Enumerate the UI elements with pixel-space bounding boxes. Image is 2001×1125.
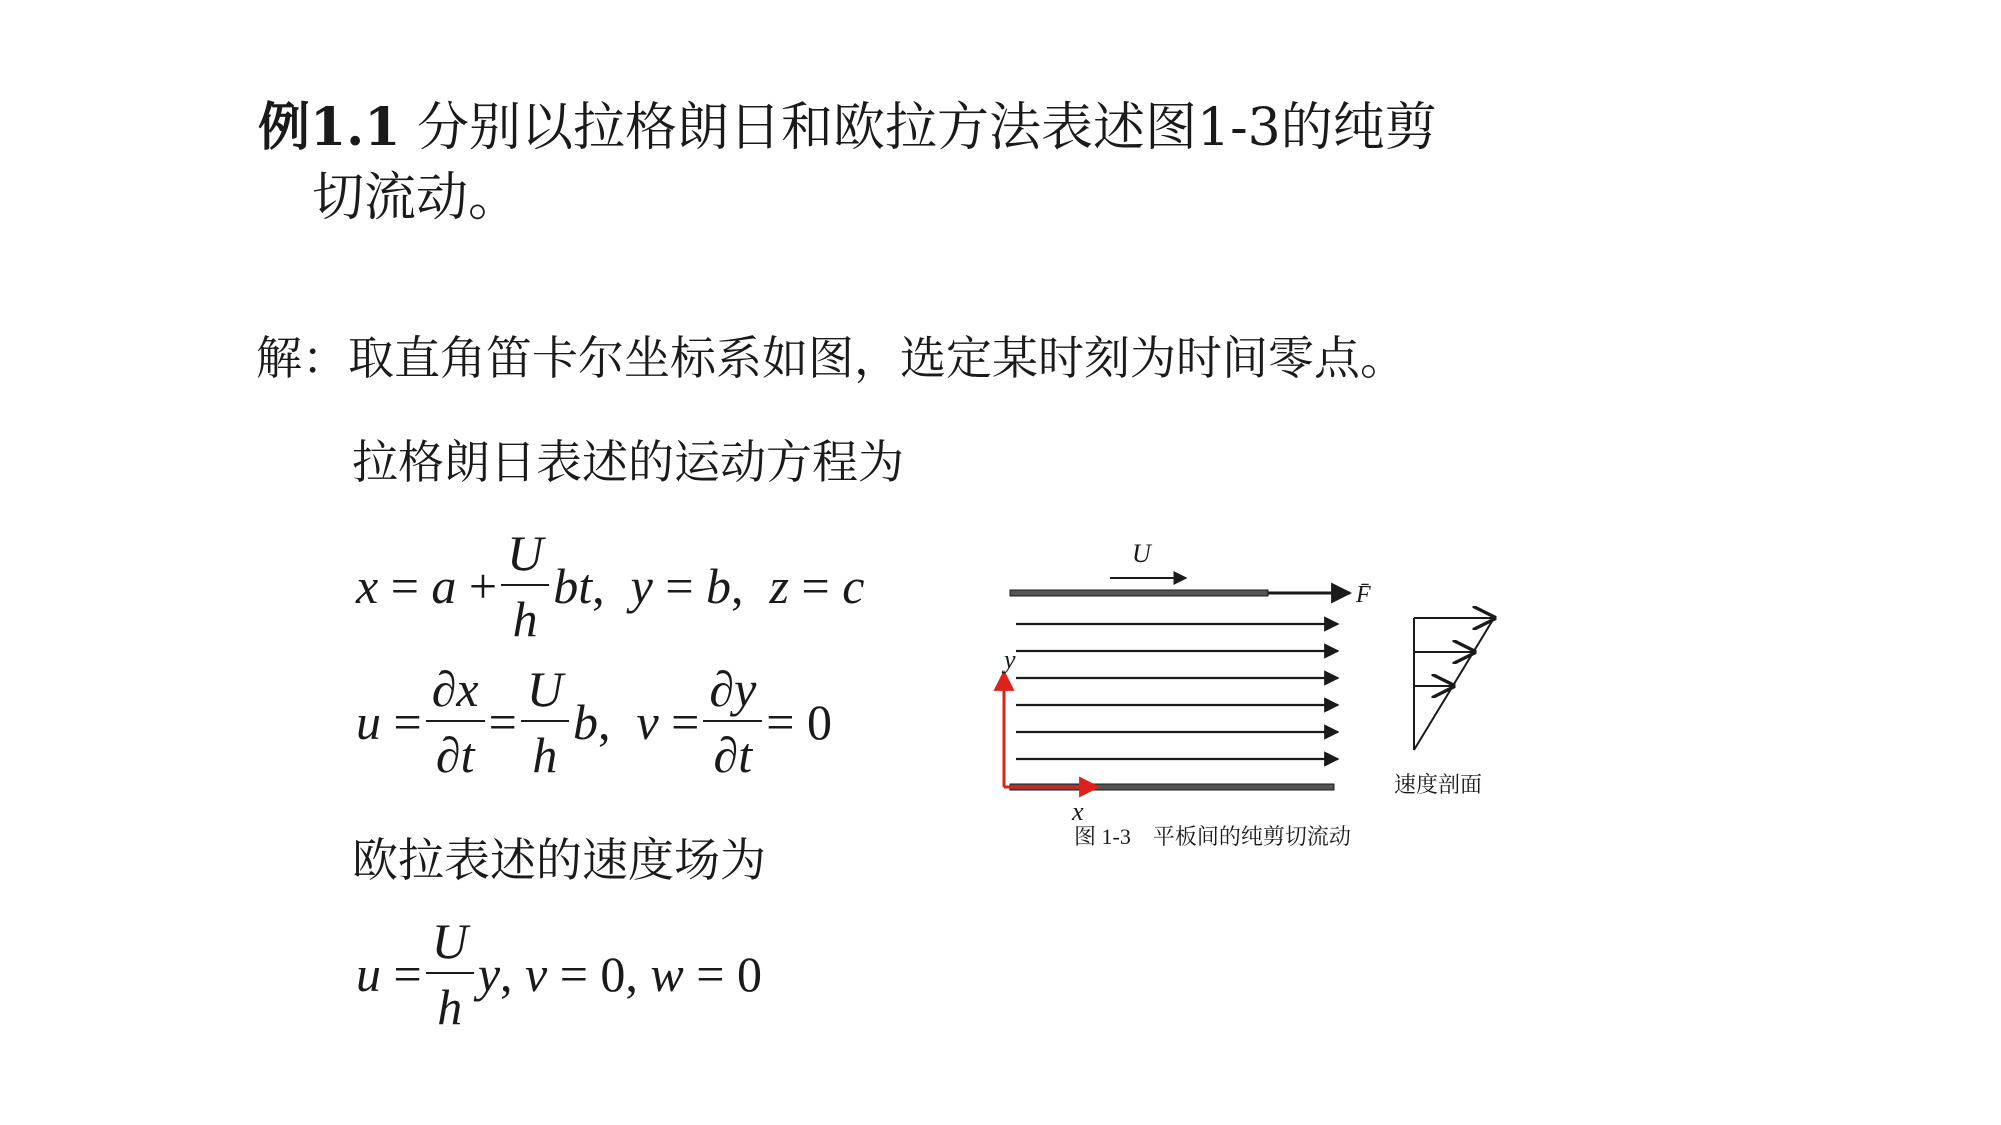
- velocity-profile-label: 速度剖面: [1394, 772, 1483, 797]
- fraction-u-over-h: $\frac{U}{h}$: [521, 664, 569, 780]
- fraction-dy-dt: $\frac{\partial y}{\partial t}$: [703, 664, 762, 780]
- lagrange-velocity-equation: u = $\frac{\partial x}{\partial t}$ = $\frac{U}{h}$ b , v = $\frac{\partial y}{\partial t}$ = 0: [356, 661, 832, 783]
- lagrange-position-equation: x = a + $\frac{U}{h}$ bt , y = b , z = c: [356, 525, 865, 647]
- shear-flow-figure: [990, 530, 1530, 850]
- example-title: [258, 96, 1437, 160]
- solution-text: 解：取直角笛卡尔坐标系如图，选定某时刻为时间零点。: [256, 331, 1406, 385]
- figure-label-f: F̄: [1356, 582, 1371, 608]
- figure-label-u: U: [1132, 539, 1151, 568]
- lagrange-heading: 拉格朗日表述的运动方程为: [352, 435, 904, 489]
- euler-heading: 欧拉表述的速度场为: [352, 833, 766, 887]
- example-title-line2: 切流动。: [312, 168, 521, 228]
- velocity-profile-diagram: [1414, 618, 1494, 750]
- figure-label-x: x: [1072, 797, 1084, 826]
- figure-caption: 图 1-3 平板间的纯剪切流动: [1074, 824, 1351, 849]
- top-plate: [1010, 590, 1268, 596]
- fraction-u-over-h: $\frac{U}{h}$: [501, 528, 549, 644]
- figure-label-y: y: [1004, 645, 1016, 674]
- example-label: 例1.1: [258, 97, 401, 158]
- fraction-dx-dt: $\frac{\partial x}{\partial t}$: [426, 664, 485, 780]
- example-title-line1: 分别以拉格朗日和欧拉方法表述图1-3的纯剪: [400, 98, 1437, 158]
- euler-velocity-equation: u = $\frac{U}{h}$ y , v = 0, w = 0: [356, 913, 762, 1035]
- fraction-u-over-h: $\frac{U}{h}$: [426, 916, 474, 1032]
